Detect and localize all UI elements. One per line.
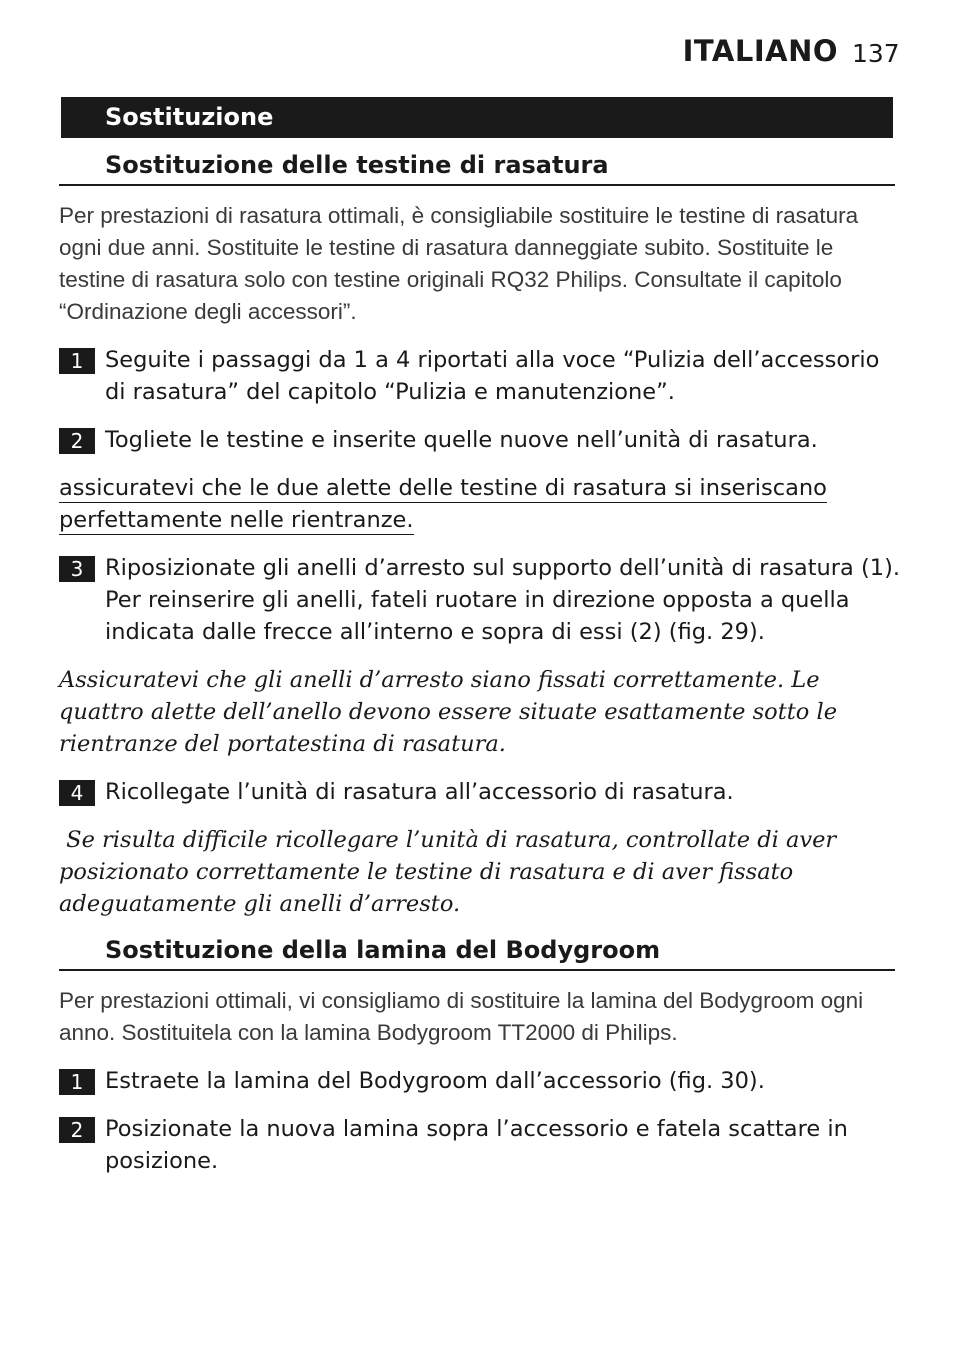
step-item bbox=[59, 1113, 904, 1177]
subsection-heading-shaving-heads bbox=[59, 148, 895, 186]
note-underlined bbox=[59, 472, 847, 536]
step-text: Posizionate la nuova lamina sopra l’accessorio e fatela scattare in posizione. bbox=[105, 1116, 848, 1174]
step-number: 2 bbox=[59, 1117, 95, 1143]
step-text: Estraete la lamina del Bodygroom dall’accessorio (fig. 30). bbox=[105, 1068, 765, 1094]
step-text: Riposizionate gli anelli d’arresto sul supporto dell’unità di rasatura (1). Per reinserire gli anelli, fateli ruotare in direzione opposta a quella indicata dalle frecce all’interno e sopra di essi (2) (fig. 29). bbox=[105, 555, 901, 645]
intro-paragraph: Per prestazioni ottimali, vi consigliamo di sostituire la lamina del Bodygroom ogni anno. Sostituitela con la lamina Bodygroom TT2000 di Philips. bbox=[59, 988, 864, 1045]
italic-note: Assicuratevi che gli anelli d’arresto siano fissati correttamente. Le quattro alette dell’anello devono essere situate esattamente sotto le rientranze del portatestina di rasatura. bbox=[59, 667, 838, 757]
step-number: 1 bbox=[59, 348, 95, 374]
step-text: Togliete le testine e inserite quelle nuove nell’unità di rasatura. bbox=[105, 427, 818, 453]
language-header: ITALIANO bbox=[682, 34, 838, 68]
page-number: 137 bbox=[852, 39, 900, 68]
step-number: 1 bbox=[59, 1069, 95, 1095]
step-item bbox=[59, 552, 904, 648]
subsection-heading-bodygroom bbox=[59, 933, 895, 971]
step-item bbox=[59, 1065, 904, 1097]
italic-note: Se risulta difficile ricollegare l’unità di rasatura, controllate di aver posizionato correttamente le testine di rasatura e di aver fissato adeguatamente gli anelli d’arresto. bbox=[59, 827, 844, 917]
subsection-title: Sostituzione delle testine di rasatura bbox=[105, 151, 609, 179]
step-item bbox=[59, 424, 904, 456]
step-number: 3 bbox=[59, 556, 95, 582]
section-bar bbox=[61, 97, 893, 138]
note-text: assicuratevi che le due alette delle testine di rasatura si inseriscano perfettamente nelle rientranze. bbox=[59, 475, 827, 533]
step-item bbox=[59, 776, 904, 808]
step-text: Ricollegate l’unità di rasatura all’accessorio di rasatura. bbox=[105, 779, 734, 805]
step-text: Seguite i passaggi da 1 a 4 riportati alla voce “Pulizia dell’accessorio di rasatura” del capitolo “Pulizia e manutenzione”. bbox=[105, 347, 880, 405]
section-title: Sostituzione bbox=[105, 103, 274, 131]
step-number: 4 bbox=[59, 780, 95, 806]
step-item bbox=[59, 344, 904, 408]
step-number: 2 bbox=[59, 428, 95, 454]
intro-paragraph: Per prestazioni di rasatura ottimali, è consigliabile sostituire le testine di rasatura ogni due anni. Sostituite le testine di rasatura danneggiate subito. Sostituite le testine di rasatura solo con testine originali RQ32 Philips. Consultate il capitolo “Ordinazione degli accessori”. bbox=[59, 203, 859, 324]
subsection-title: Sostituzione della lamina del Bodygroom bbox=[105, 936, 661, 964]
